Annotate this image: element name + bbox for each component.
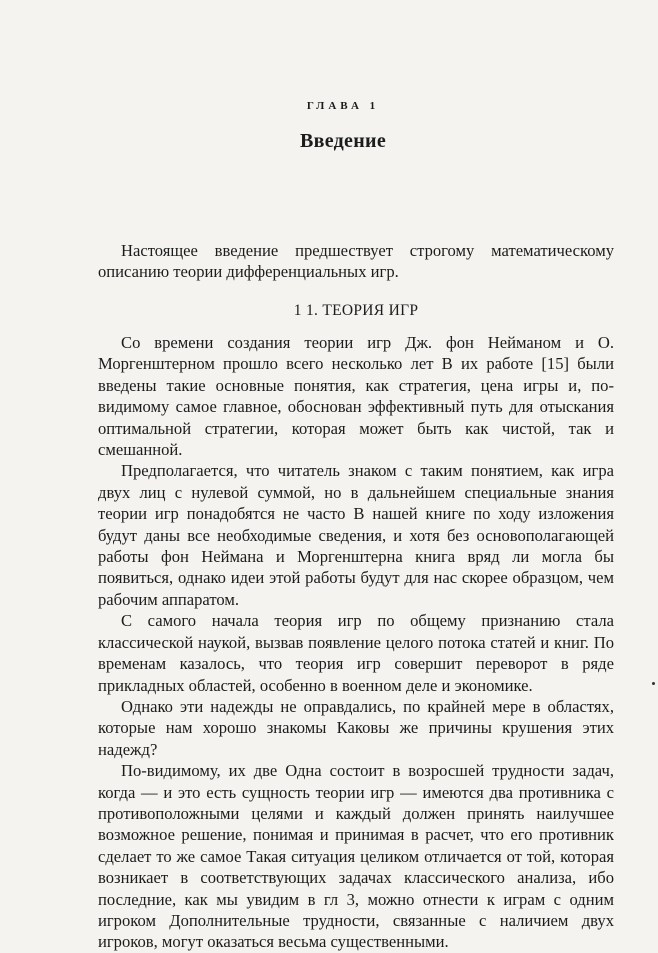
intro-block — [98, 240, 614, 283]
section-game-theory — [98, 300, 614, 953]
section-heading: 1 1. ТЕОРИЯ ИГР — [293, 302, 419, 319]
paragraph: Однако эти надежды не оправдались, по крайней мере в областях, которые нам хорошо знакомы Каковы же причины крушения этих надежд? — [98, 696, 614, 759]
intro-paragraph: Настоящее введение предшествует строгому математическому описанию теории дифференциальных игр. — [98, 241, 614, 282]
paragraph: По-видимому, их две Одна состоит в возросшей трудности задач, когда — и это есть сущность теории игр — имеются два противника с противоположными целями и каждый должен принять наилучшее возможное решение, понимая и принимая в расчет, что его противник сделает то же самое Такая ситуация целиком отличается от той, которая возникает в соответствующих задачах классического анализа, ибо последние, как мы увидим в гл 3, можно отнести к играм с одним игроком Дополнительные трудности, связанные с наличием двух игроков, могут оказаться весьма существенными. — [98, 761, 614, 952]
paragraph: Со времени создания теории игр Дж. фон Нейманом и О. Моргенштерном прошло всего несколько лет В их работе [15] были введены такие основные понятия, как стратегия, цена игры и, по-видимому самое главное, обоснован эффективный путь для отыскания оптимальной стратегии, которая может быть как чистой, так и смешанной. — [98, 333, 614, 460]
paragraph: С самого начала теория игр по общему признанию стала классической наукой, вызвав появление целого потока статей и книг. По временам казалось, что теория игр совершит переворот в ряде прикладных областей, особенно в военном деле и экономике. — [98, 611, 614, 695]
chapter-title: Введение — [299, 130, 387, 152]
paragraph: Предполагается, что читатель знаком с таким понятием, как игра двух лиц с нулевой суммой, но в дальнейшем специальные знания теории игр понадобятся не часто В нашей книге по ходу изложения будут даны все необходимые сведения, и хотя без основополагающей работы фон Неймана и Моргенштерна книга вряд ли могла бы появиться, однако идеи этой работы будут для нас скорее образцом, чем рабочим аппаратом. — [98, 461, 614, 609]
chapter-label: ГЛАВА 1 — [306, 100, 380, 112]
margin-speck — [652, 682, 655, 685]
